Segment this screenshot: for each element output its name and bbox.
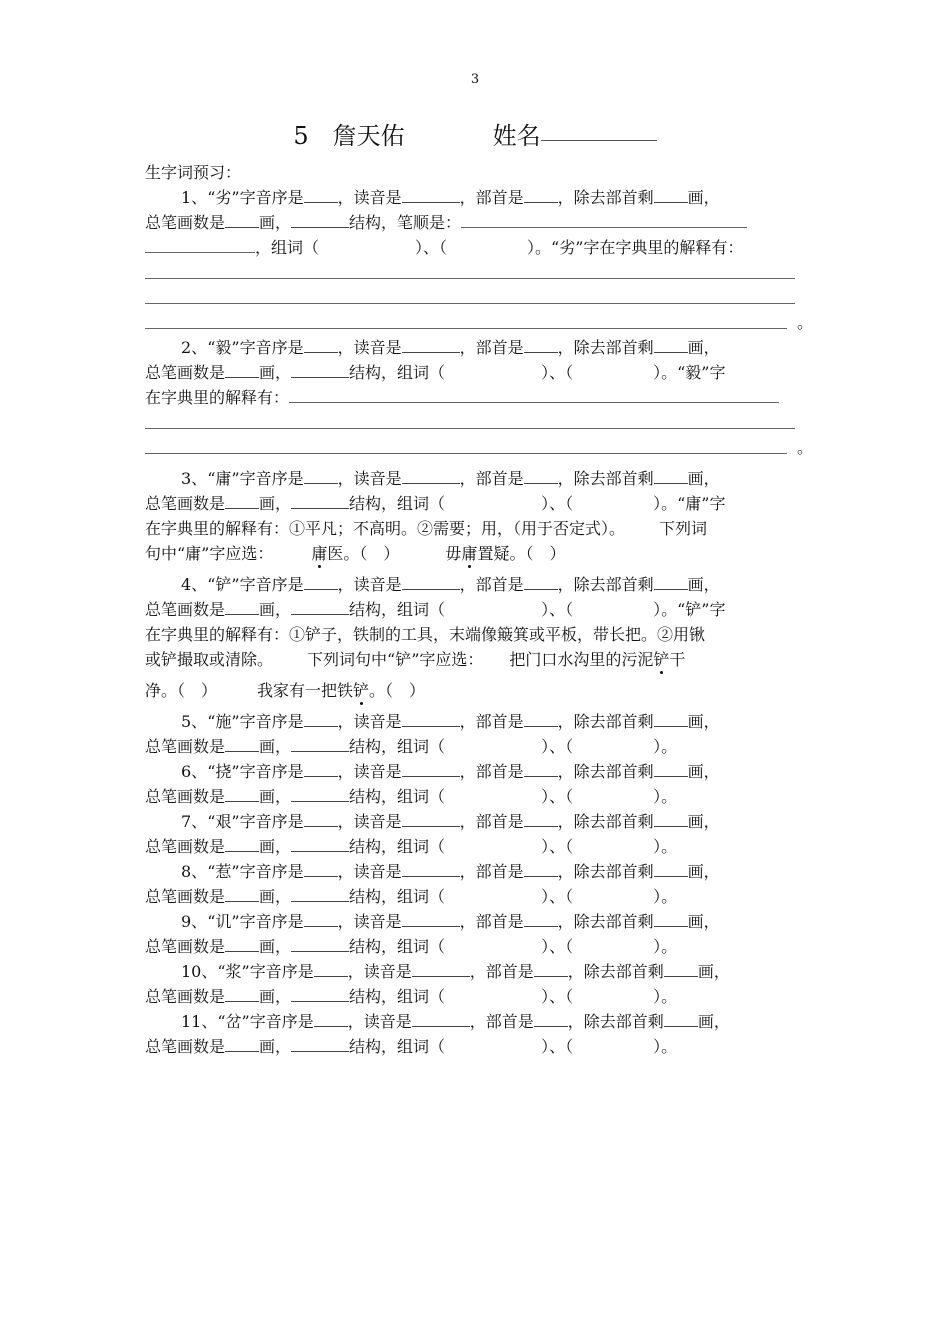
answer-blank[interactable] [225,884,259,902]
page-number: 3 [470,72,480,87]
answer-blank[interactable] [304,859,338,877]
answer-blank[interactable] [291,491,349,509]
answer-blank[interactable] [524,185,558,203]
answer-blank[interactable] [654,335,688,353]
lesson-title: 5 詹天佑 [293,122,405,150]
answer-blank[interactable] [402,572,460,590]
answer-blank[interactable] [402,335,460,353]
answer-blank[interactable] [225,834,259,852]
page-title [0,116,950,151]
answer-blank[interactable] [225,360,259,378]
answer-blank[interactable] [304,809,338,827]
answer-blank[interactable] [402,466,460,484]
answer-blank[interactable] [304,759,338,777]
answer-blank[interactable] [654,466,688,484]
target-char: “劣” [207,188,240,207]
answer-blank[interactable] [402,909,460,927]
choice-slot[interactable]: 净。（ ） [145,681,218,700]
question-11: 11、“岔”字音序是 ，读音是 ，部首是 ，除去部首剩 画， 总笔画数是 画， 结构，组词（ ）、（ ）。 [145,1009,810,1059]
answer-blank[interactable] [291,360,349,378]
question-10: 10、“浆”字音序是 ，读音是 ，部首是 ，除去部首剩 画， 总笔画数是 画， 结构，组词（ ）、（ ）。 [145,959,810,1009]
question-5: 5、“施”字音序是 ，读音是 ，部首是 ，除去部首剩 画， 总笔画数是 画， 结构，组词（ ）、（ ）。 [145,709,810,759]
answer-blank[interactable] [412,1009,470,1027]
answer-blank[interactable] [654,859,688,877]
answer-blank[interactable] [402,709,460,727]
section-label: 生字词预习： [145,163,242,182]
name-field[interactable] [541,116,657,141]
question-list [145,709,810,1059]
target-char: “惹” [207,862,240,881]
answer-blank[interactable] [524,466,558,484]
answer-blank[interactable] [291,784,349,802]
question-8: 8、“惹”字音序是 ，读音是 ，部首是 ，除去部首剩 画， 总笔画数是 画， 结构，组词（ ）、（ ）。 [145,859,810,909]
answer-blank[interactable] [225,784,259,802]
answer-blank[interactable] [225,597,259,615]
answer-blank[interactable] [534,959,568,977]
answer-blank[interactable] [654,709,688,727]
definition: ①铲子，铁制的工具，末端像簸箕或平板，带长把。②用锹 [289,625,706,644]
question-9: 9、“讥”字音序是 ，读音是 ，部首是 ，除去部首剩 画， 总笔画数是 画， 结构，组词（ ）、（ ）。 [145,909,810,959]
name-label: 姓名 [492,122,541,150]
question-7: 7、“艰”字音序是 ，读音是 ，部首是 ，除去部首剩 画， 总笔画数是 画， 结构，组词（ ）、（ ）。 [145,809,810,859]
answer-blank[interactable] [304,909,338,927]
answer-blank[interactable] [291,597,349,615]
target-char: “浆” [217,962,250,981]
answer-blank[interactable] [402,809,460,827]
answer-blank[interactable] [304,572,338,590]
answer-blank[interactable] [524,859,558,877]
answer-blank[interactable] [145,235,255,253]
target-char: “岔” [217,1012,250,1031]
answer-blank[interactable] [291,934,349,952]
question-4: 4、“铲”字音序是 ，读音是 ，部首是 ，除去部首剩 画， 总笔画数是 画， 结构，组词（ ）、（ ）。“铲”字 在字典里的解释有：①铲子，铁制的工具，末端像簸箕或平板，带长把。②用锹 或铲撮取或清除。 下列词句中“铲”字应选： 把门口水沟里的污泥铲干 净。（ ） 我家有一把铁铲。（ ） [145,572,810,703]
choice-slot[interactable]: 医。（ ） [327,544,400,563]
answer-blank[interactable] [524,809,558,827]
target-char: “庸” [207,469,240,488]
answer-blank[interactable] [412,959,470,977]
target-char: “艰” [207,812,240,831]
choice-slot[interactable]: 置疑。（ ） [477,544,566,563]
answer-blank[interactable] [654,909,688,927]
question-3: 3、“庸”字音序是 ，读音是 ，部首是 ，除去部首剩 画， 总笔画数是 画， 结构，组词（ ）、（ ）。“庸”字 在字典里的解释有：①平凡；不高明。②需要；用，（用于否定式）。 下列词 句中“庸”字应选： 庸医。（ ） 毋庸置疑。（ ） [145,466,810,566]
answer-blank[interactable] [402,185,460,203]
answer-blank[interactable] [524,709,558,727]
answer-blank[interactable] [304,335,338,353]
answer-blank[interactable] [291,834,349,852]
answer-blank[interactable] [524,572,558,590]
answer-blank[interactable] [402,859,460,877]
answer-blank[interactable] [225,984,259,1002]
answer-blank[interactable] [654,759,688,777]
answer-blank[interactable] [524,335,558,353]
answer-blank[interactable] [664,959,698,977]
target-char: “毅” [207,338,240,357]
target-char: “挠” [207,762,240,781]
choice-slot[interactable]: 。（ ） [369,681,426,700]
answer-blank[interactable] [291,734,349,752]
answer-blank[interactable] [402,759,460,777]
stroke-order-blank[interactable] [461,210,747,228]
answer-blank[interactable] [524,759,558,777]
answer-blank[interactable] [291,984,349,1002]
answer-blank[interactable] [225,734,259,752]
answer-blank[interactable] [654,809,688,827]
answer-blank[interactable] [304,185,338,203]
target-char: “铲” [207,575,240,594]
worksheet [145,160,814,1059]
target-char: “施” [207,712,240,731]
answer-blank[interactable] [534,1009,568,1027]
answer-blank[interactable] [225,210,259,228]
question-1: 1、“劣”字音序是 ，读音是 ，部首是 ，除去部首剩 画， 总笔画数是 画， 结构，笔顺是： ，组词（ ）、（ ）。“劣”字在字典里的解释有： 。 [145,185,810,335]
answer-blank[interactable] [664,1009,698,1027]
answer-blank[interactable] [291,884,349,902]
answer-blank[interactable] [291,210,349,228]
answer-blank[interactable] [289,385,779,403]
question-6: 6、“挠”字音序是 ，读音是 ，部首是 ，除去部首剩 画， 总笔画数是 画， 结构，组词（ ）、（ ）。 [145,759,810,809]
answer-blank[interactable] [225,934,259,952]
answer-blank[interactable] [225,1034,259,1052]
target-char: “讥” [207,912,240,931]
answer-blank[interactable] [304,709,338,727]
answer-blank[interactable] [524,909,558,927]
answer-blank[interactable] [314,959,348,977]
answer-blank[interactable] [314,1009,348,1027]
definition: ①平凡；不高明。②需要；用，（用于否定式）。 [289,519,626,538]
answer-blank[interactable] [654,185,688,203]
answer-blank[interactable] [654,572,688,590]
answer-blank[interactable] [225,491,259,509]
question-2: 2、“毅”字音序是 ，读音是 ，部首是 ，除去部首剩 画， 总笔画数是 画， 结构，组词（ ）、（ ）。“毅”字 在字典里的解释有： 。 [145,335,810,460]
answer-blank[interactable] [304,466,338,484]
answer-blank[interactable] [291,1034,349,1052]
